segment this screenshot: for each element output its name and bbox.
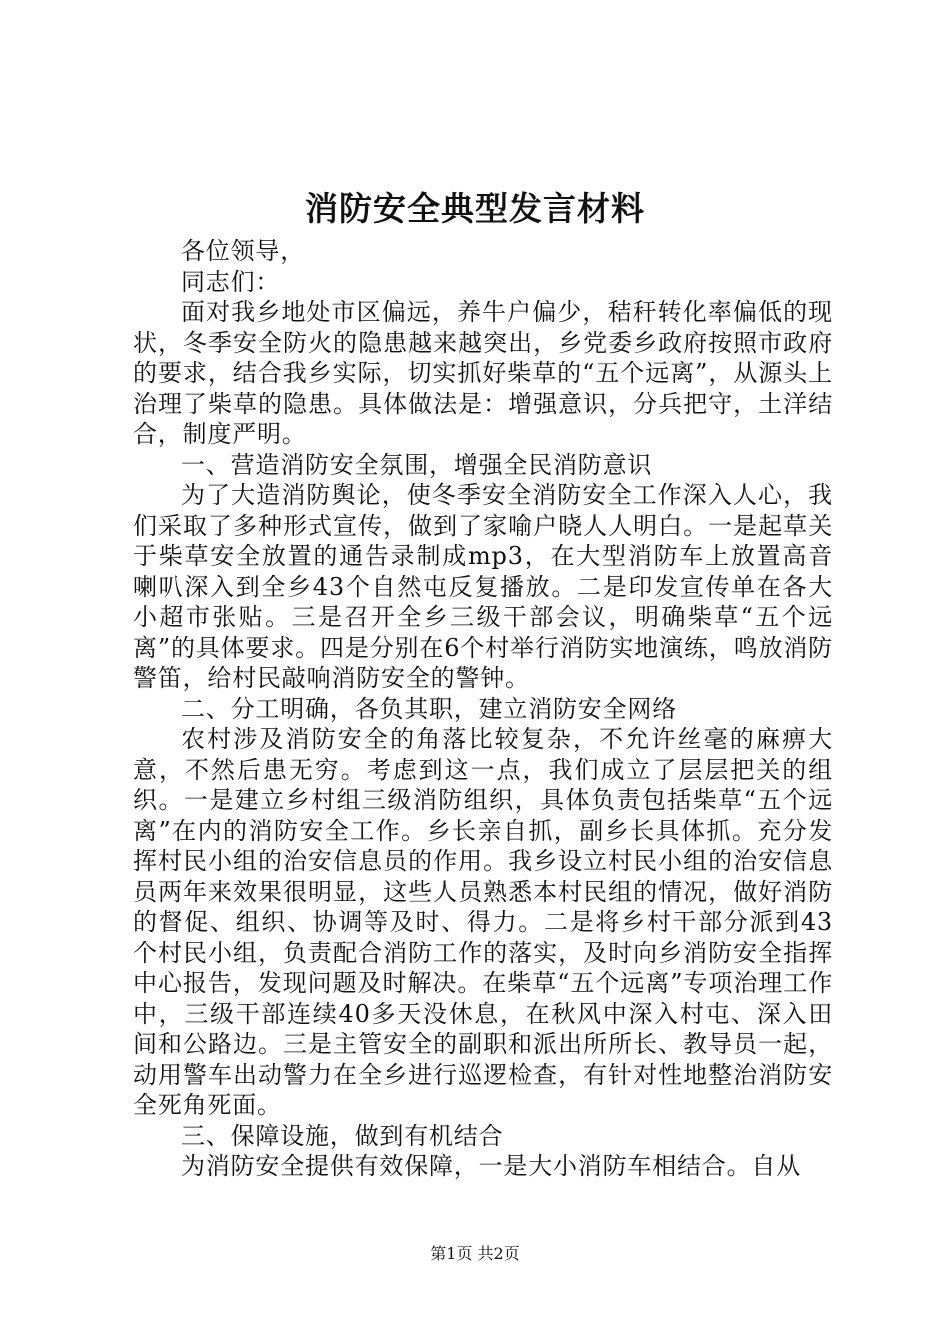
salutation-comrades: 同志们：: [181, 267, 281, 296]
document-title: 消防安全典型发言材料: [305, 189, 645, 228]
section-heading-1: 一、营造消防安全氛围，增强全民消防意识: [181, 450, 653, 479]
salutation-leaders: 各位领导，: [181, 237, 305, 265]
section-3-paragraph: 为消防安全提供有效保障，一是大小消防车相结合。自从: [181, 1152, 801, 1180]
document-body: [133, 236, 833, 1182]
section-heading-3: 三、保障设施，做到有机结合: [181, 1121, 504, 1150]
section-1-paragraph: 为了大造消防舆论，使冬季安全消防安全工作深入人心，我们采取了多种形式宣传，做到了家喻户晓人人明白。一是起草关于柴草安全放置的通告录制成mp3，在大型消防车上放置高音喇叭深入到全乡43个自然屯反复播放。二是印发宣传单在各大小超市张贴。三是召开全乡三级干部会议，明确柴草“五个远离”的具体要求。四是分别在6个村举行消防实地演练，鸣放消防警笛，给村民敲响消防安全的警钟。: [133, 481, 833, 692]
section-2-paragraph: 农村涉及消防安全的角落比较复杂，不允许丝毫的麻痹大意，不然后患无穷。考虑到这一点，我们成立了层层把关的组织。一是建立乡村组三级消防组织，具体负责包括柴草“五个远离”在内的消防安全工作。乡长亲自抓，副乡长具体抓。充分发挥村民小组的治安信息员的作用。我乡设立村民小组的治安信息员两年来效果很明显，这些人员熟悉本村民组的情况，做好消防的督促、组织、协调等及时、得力。二是将乡村干部分派到43个村民小组，负责配合消防工作的落实，及时向乡消防安全指挥中心报告，发现问题及时解决。在柴草“五个远离”专项治理工作中，三级干部连续40多天没休息，在秋风中深入村屯、深入田间和公路边。三是主管安全的副职和派出所所长、教导员一起，动用警车出动警力在全乡进行巡逻检查，有针对性地整治消防安全死角死面。: [133, 725, 833, 1119]
intro-paragraph: 面对我乡地处市区偏远，养牛户偏少，秸秆转化率偏低的现状，冬季安全防火的隐患越来越突出，乡党委乡政府按照市政府的要求，结合我乡实际，切实抓好柴草的“五个远离”，从源头上治理了柴草的隐患。具体做法是：增强意识，分兵把守，土洋结合，制度严明。: [133, 298, 833, 448]
page-number-footer: 第1页 共2页: [430, 1244, 520, 1263]
section-heading-2: 二、分工明确，各负其职，建立消防安全网络: [181, 694, 677, 723]
